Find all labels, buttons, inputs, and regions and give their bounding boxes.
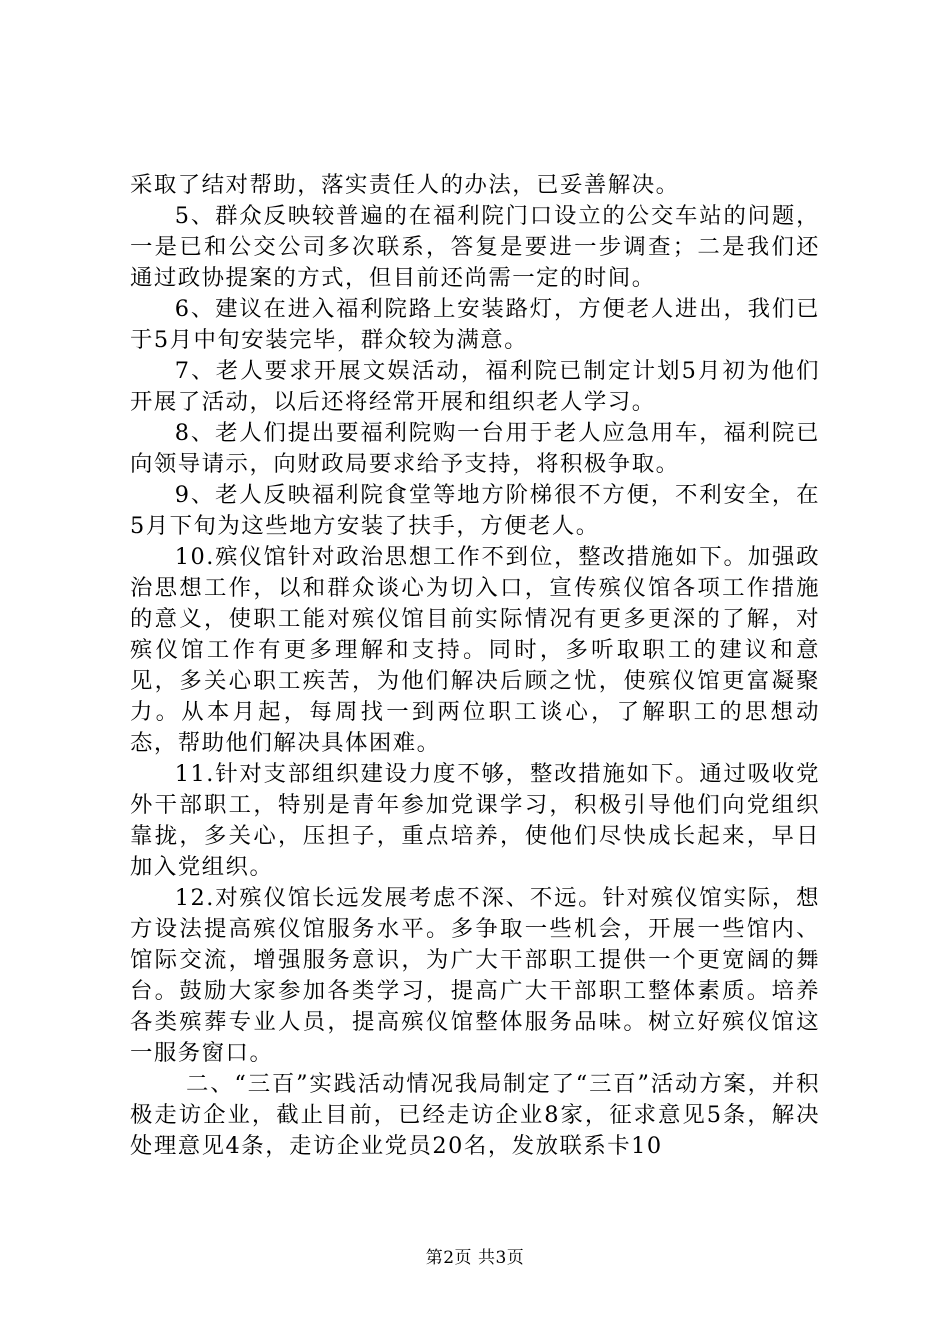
paragraph-item-12: 12.对殡仪馆长远发展考虑不深、不远。针对殡仪馆实际，想方设法提高殡仪馆服务水平。多争取一些机会，开展一些馆内、馆际交流，增强服务意识，为广大干部职工提供一个更宽阔的舞台。鼓励大家参加各类学习，提高广大干部职工整体素质。培养各类殡葬专业人员，提高殡仪馆整体服务品味。树立好殡仪馆这一服务窗口。 (130, 885, 820, 1066)
paragraph-item-5: 5、群众反映较普遍的在福利院门口设立的公交车站的问题，一是已和公交公司多次联系，答复是要进一步调查；二是我们还通过政协提案的方式，但目前还尚需一定的时间。 (130, 203, 820, 291)
paragraph-item-6: 6、建议在进入福利院路上安装路灯，方便老人进出，我们已于5月中旬安装完毕，群众较为满意。 (130, 296, 820, 353)
paragraph-item-7: 7、老人要求开展文娱活动，福利院已制定计划5月初为他们开展了活动，以后还将经常开展和组织老人学习。 (130, 358, 820, 415)
paragraph-item-10: 10.殡仪馆针对政治思想工作不到位，整改措施如下。加强政治思想工作，以和群众谈心为切入口，宣传殡仪馆各项工作措施的意义，使职工能对殡仪馆目前实际情况有更多更深的了解，对殡仪馆工作有更多理解和支持。同时，多听取职工的建议和意见，多关心职工疾苦，为他们解决后顾之忧，使殡仪馆更富凝聚力。从本月起，每周找一到两位职工谈心，了解职工的思想动态，帮助他们解决具体困难。 (130, 544, 820, 756)
paragraph-item-9: 9、老人反映福利院食堂等地方阶梯很不方便，不利安全，在5月下旬为这些地方安装了扶手，方便老人。 (130, 482, 820, 539)
page-number-footer: 第2页 共3页 (425, 1248, 525, 1268)
paragraph-item-11: 11.针对支部组织建设力度不够，整改措施如下。通过吸收党外干部职工，特别是青年参加党课学习，积极引导他们向党组织靠拢，多关心，压担子，重点培养，使他们尽快成长起来，早日加入党组织。 (130, 761, 820, 880)
document-body (130, 170, 820, 1162)
paragraph-continuation: 采取了结对帮助，落实责任人的办法，已妥善解决。 (130, 172, 680, 198)
paragraph-item-8: 8、老人们提出要福利院购一台用于老人应急用车，福利院已向领导请示，向财政局要求给予支持，将积极争取。 (130, 420, 820, 477)
paragraph-section-2: 二、“三百”实践活动情况我局制定了“三百”活动方案，并积极走访企业，截止目前，已经走访企业8家，征求意见5条，解决处理意见4条，走访企业党员20名，发放联系卡10 (130, 1071, 820, 1159)
